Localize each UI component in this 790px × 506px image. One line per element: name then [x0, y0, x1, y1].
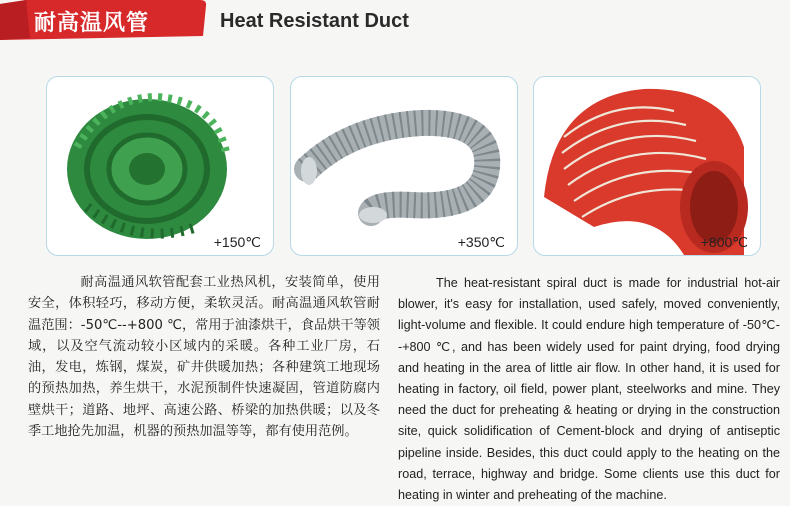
temperature-label-350: +350℃	[457, 234, 505, 250]
page-title-english: Heat Resistant Duct	[220, 10, 409, 32]
grey-duct-image	[291, 77, 517, 255]
description-english	[398, 273, 780, 506]
red-duct-image	[534, 77, 760, 255]
description-chinese	[28, 272, 380, 442]
temperature-label-150: +150℃	[213, 234, 261, 250]
page-title-chinese: 耐高温风管	[34, 11, 150, 36]
photo-grey-duct	[290, 76, 518, 256]
photo-green-duct	[46, 76, 274, 256]
green-duct-image	[47, 77, 273, 255]
photo-red-duct	[533, 76, 761, 256]
description-english-text: The heat-resistant spiral duct is made for industrial hot-air blower, it's easy for installation, used safely, moved conveniently, light-volume and flexible. It could endure high temperature of -50℃--+800 ℃, and has been widely used for paint drying, food drying and heating in the area of little air flow. In other hand, it is used for heating in factory, oil field, power plant, steelworks and mine. They need the duct for preheating & heating or drying in the construction site, quick solidification of Cement-block and drying of antiseptic pipeline inside. Besides, this duct could apply to the heating on the road, terrace, highway and bridge. Some clients use this duct for heating in winter and preheating of the machine.	[398, 276, 780, 503]
description-chinese-text: 耐高温通风软管配套工业热风机，安装简单，使用安全，体积轻巧，移动方便，柔软灵活。耐高温通风软管耐温范围：-50℃--+800 ℃，常用于油漆烘干，食品烘干等领域，以及空气流动较小区域内的采暖。各种工业厂房，石油，发电，炼钢，煤炭，矿井供暖加热；各种建筑工地现场的预热加热，养生烘干，水泥预制件快速凝固，管道防腐内壁烘干；道路、地坪、高速公路、桥梁的加热供暖；以及冬季工地抢先加温，机器的预热加温等等，都有使用范例。	[28, 275, 380, 440]
temperature-label-800: +800℃	[700, 234, 748, 250]
